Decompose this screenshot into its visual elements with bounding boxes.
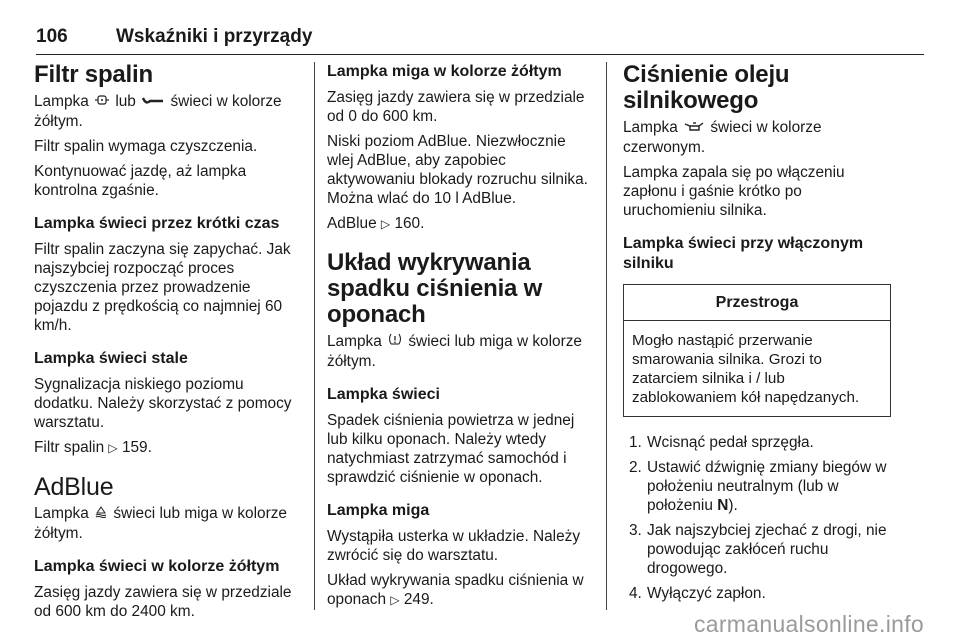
page-ref: 249. [403,591,434,608]
paragraph [623,118,891,157]
step-text: Jak najszybciej zjechać z drogi, nie powodując zakłóceń ruchu drogowego. [647,522,887,577]
step-number: 3. [629,522,642,539]
subheading: Lampka miga w kolorze żółtym [327,63,562,80]
oil-can-icon [684,119,704,138]
text: Lampka [34,505,89,522]
subheading: Lampka świeci przez krótki czas [34,215,280,232]
column-divider [314,62,315,610]
dpf-icon [95,93,109,112]
cross-reference [327,571,595,610]
step-number: 4. [629,585,642,602]
text: Filtr spalin [34,439,105,456]
list-item [623,521,891,578]
column-2 [327,62,595,614]
step-text: Ustawić dźwignię zmiany biegów w położeniu neutralnym (lub w położeniu [647,459,887,514]
page-ref-arrow-icon: ▷ [380,217,391,231]
paragraph: Filtr spalin zaczyna się zapychać. Jak najszybciej rozpocząć proces czyszczenia przez prowadzenie pojazdu z prędkością co najmniej 60 km/h. [34,241,291,334]
page-ref-arrow-icon: ▷ [390,593,400,607]
page-ref-arrow-icon: ▷ [108,441,118,455]
paragraph: Wystąpiła usterka w układzie. Należy zwrócić się do warsztatu. [327,528,581,564]
paragraph: Niski poziom AdBlue. Niezwłocznie wlej AdBlue, aby zapobiec aktywowaniu blokady rozruchu silnika. Można wlać do 10 l AdBlue. [327,133,588,207]
regen-icon [142,93,164,112]
column-3 [623,62,891,614]
subheading: Lampka świeci [327,386,440,403]
text: świeci w kolorze czerwonym. [623,119,822,156]
adblue-icon [95,505,107,524]
step-text: Wcisnąć pedał sprzęgła. [647,434,814,451]
text: świeci lub miga w kolorze żółtym. [34,505,287,542]
subheading: Lampka świeci w kolorze żółtym [34,558,280,575]
paragraph [327,332,595,371]
paragraph: Lampka zapala się po włączeniu zapłonu i gaśnie krótko po uruchomieniu silnika. [623,164,845,219]
caution-title: Przestroga [624,285,890,321]
page-header [36,26,924,55]
section-title-tpms: Układ wykrywania spadku ciśnienia w oponach [327,249,543,328]
text: Lampka [623,119,678,136]
text: świeci w kolorze żółtym. [34,93,282,130]
steps-list [623,433,891,603]
page-ref: 160. [394,215,425,232]
column-1 [34,61,296,620]
neutral-gear-label: N [717,497,729,514]
page-ref: 159. [121,439,152,456]
caution-text: Mogło nastąpić przerwanie smarowania silnika. Grozi to zatarciem silnika i / lub zablokowaniem kół napędzanych. [632,332,860,406]
step-number: 1. [629,434,642,451]
section-title-adblue: AdBlue [34,473,114,501]
caution-box [623,284,891,417]
section-title-oil-pressure: Ciśnienie oleju silnikowego [623,61,790,114]
list-item [623,458,891,515]
column-divider [606,62,607,610]
tire-pressure-icon [388,333,402,352]
step-text: ). [728,497,738,514]
text: lub [115,93,136,110]
text: Układ wykrywania spadku ciśnienia w oponach [327,572,584,608]
paragraph: Spadek ciśnienia powietrza w jednej lub kilku oponach. Należy wtedy natychmiast zatrzymać samochód i sprawdzić ciśnienie w oponach. [327,412,575,486]
page-number: 106 [36,26,68,47]
cross-reference [327,214,595,234]
text: AdBlue [327,215,377,232]
step-text: Wyłączyć zapłon. [647,585,766,602]
paragraph [34,504,296,543]
subheading: Lampka świeci stale [34,350,188,367]
section-title-filtr-spalin: Filtr spalin [34,61,153,88]
subheading: Lampka miga [327,502,430,519]
page-title: Wskaźniki i przyrządy [116,26,313,47]
subheading: Lampka świeci przy włączonym silniku [623,235,864,272]
list-item [623,433,891,452]
paragraph: Zasięg jazdy zawiera się w przedziale od 0 do 600 km. [327,89,585,125]
paragraph: Zasięg jazdy zawiera się w przedziale od 600 km do 2400 km. [34,584,292,620]
cross-reference [34,438,296,458]
list-item [623,584,891,603]
watermark: carmanualsonline.info [693,611,924,637]
paragraph: Sygnalizacja niskiego poziomu dodatku. Należy skorzystać z pomocy warsztatu. [34,376,292,431]
text: Lampka [34,93,89,110]
paragraph [34,92,296,131]
paragraph: Filtr spalin wymaga czyszczenia. [34,138,258,155]
step-number: 2. [629,459,642,476]
text: świeci lub miga w kolorze żółtym. [327,333,582,370]
text: Lampka [327,333,382,350]
paragraph: Kontynuować jazdę, aż lampka kontrolna zgaśnie. [34,163,247,199]
